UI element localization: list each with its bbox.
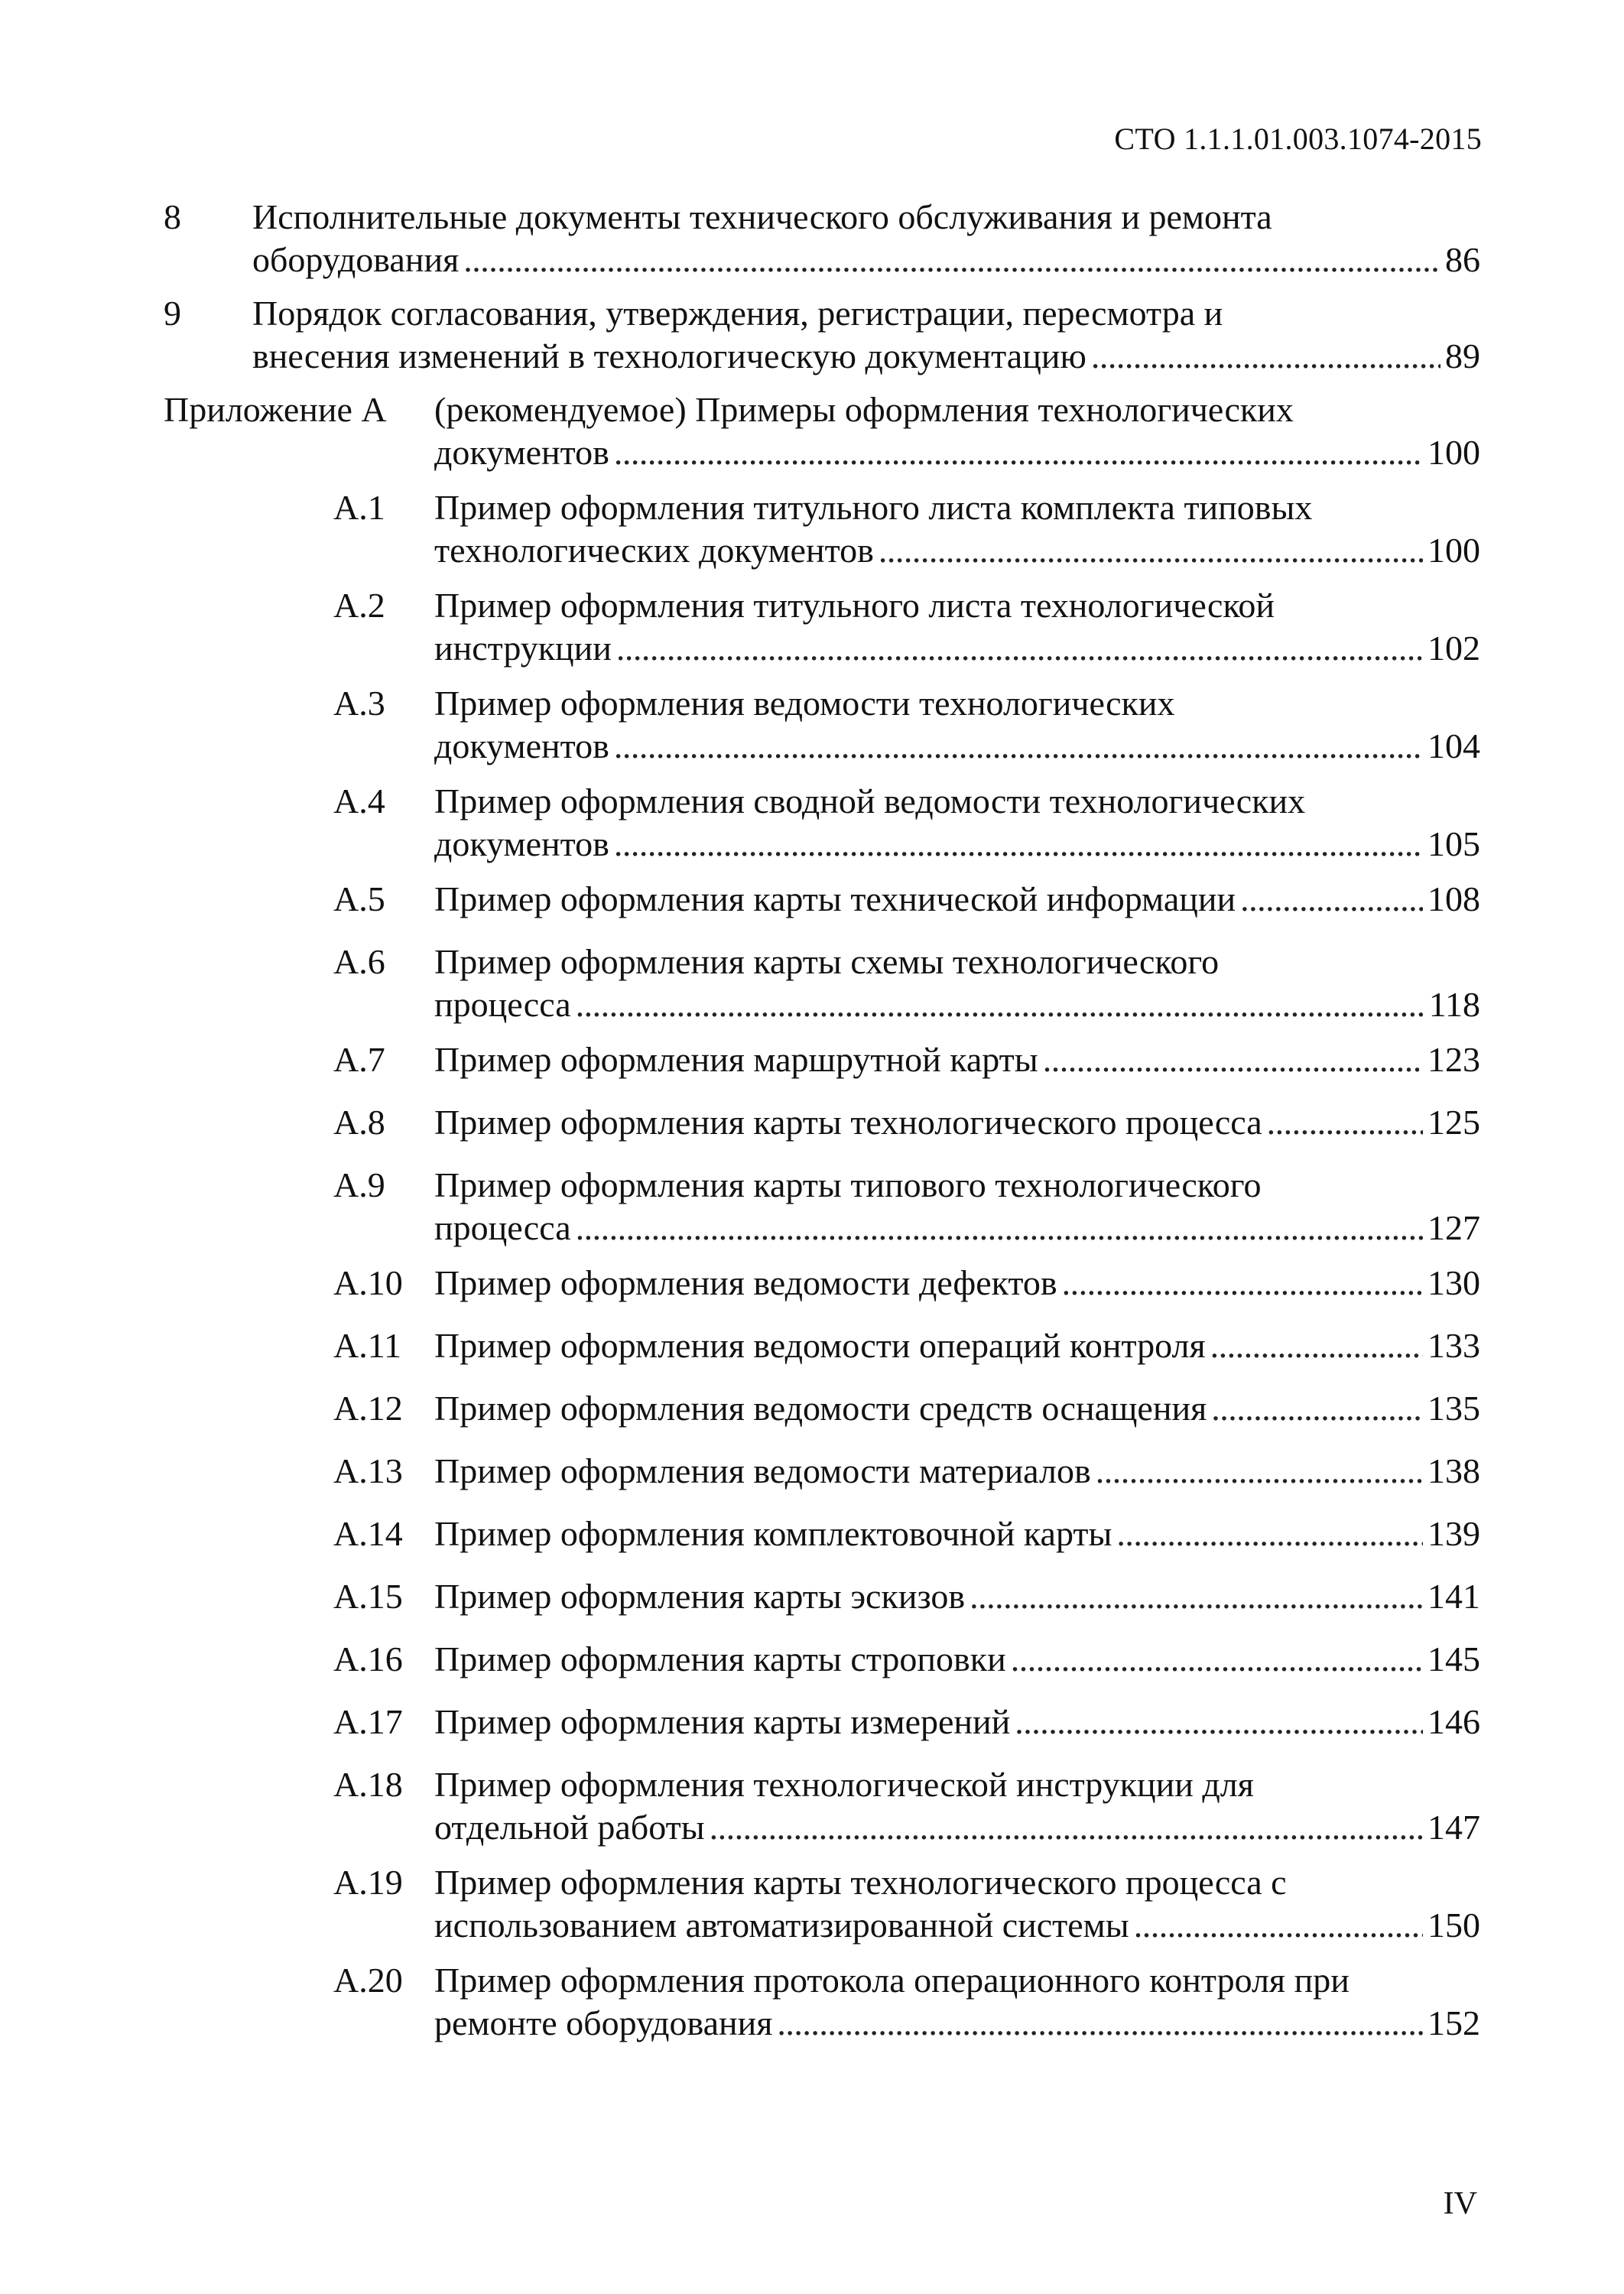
- toc-entry-number: А.11: [333, 1326, 402, 1365]
- dot-leader: [614, 431, 1423, 474]
- toc-entry-page: 89: [1445, 336, 1480, 375]
- dot-leader: [1116, 1513, 1423, 1555]
- toc-entry-title-line2: внесения изменений в технологическую документацию: [252, 336, 1086, 375]
- toc-entry-title-line1: Порядок согласования, утверждения, регистрации, пересмотра и: [252, 294, 1223, 333]
- toc-entry-number: А.18: [333, 1765, 403, 1804]
- toc-entry-title-line2: процесса: [434, 1208, 571, 1247]
- dot-leader: [1134, 1904, 1423, 1947]
- dot-leader: [1267, 1101, 1423, 1144]
- toc-entry-page: 100: [1427, 433, 1480, 472]
- toc-entry-a18[interactable]: [164, 1763, 1480, 1849]
- dot-leader: [1096, 1450, 1423, 1493]
- toc-entry-title: Пример оформления карты измерений: [434, 1702, 1011, 1741]
- dot-leader: [879, 529, 1423, 572]
- dot-leader: [777, 2002, 1423, 2045]
- toc-entry-page: 108: [1427, 879, 1480, 918]
- toc-entry-a6[interactable]: [164, 941, 1480, 1026]
- toc-entry-page: 86: [1445, 240, 1480, 279]
- dot-leader: [614, 823, 1423, 866]
- dot-leader: [576, 1207, 1423, 1249]
- toc-entry-page: 105: [1427, 824, 1480, 863]
- toc-entry-a15[interactable]: [164, 1575, 1480, 1618]
- toc-entry-title: Пример оформления маршрутной карты: [434, 1040, 1038, 1079]
- toc-entry-number: 8: [164, 197, 181, 236]
- toc-entry-number: 9: [164, 294, 181, 333]
- toc-entry-title: Пример оформления карты эскизов: [434, 1577, 966, 1616]
- toc-entry-a9[interactable]: [164, 1164, 1480, 1249]
- toc-entry-page: 100: [1427, 531, 1480, 570]
- toc-entry-number: А.17: [333, 1702, 403, 1741]
- toc-entry-page: 150: [1427, 1906, 1480, 1945]
- toc-entry-title-line2: процесса: [434, 985, 571, 1024]
- dot-leader: [576, 983, 1424, 1026]
- dot-leader: [1015, 1701, 1423, 1743]
- toc-entry-a12[interactable]: [164, 1387, 1480, 1430]
- toc-entry-page: 133: [1427, 1326, 1480, 1365]
- dot-leader: [710, 1806, 1423, 1849]
- toc-entry-title-line1: Пример оформления титульного листа комплекта типовых: [434, 488, 1313, 527]
- toc-entry-page: 141: [1427, 1577, 1480, 1616]
- toc-entry-number: А.7: [333, 1040, 385, 1079]
- toc-entry-title: Пример оформления ведомости дефектов: [434, 1263, 1057, 1302]
- dot-leader: [1011, 1638, 1423, 1681]
- dot-leader: [463, 239, 1440, 281]
- toc-entry-page: 135: [1427, 1389, 1480, 1428]
- toc-entry-page: 102: [1427, 629, 1480, 668]
- toc-entry-title-line2: отдельной работы: [434, 1808, 705, 1847]
- toc-entry-title: Пример оформления ведомости средств оснащения: [434, 1389, 1207, 1428]
- toc-entry-page: 152: [1427, 2003, 1480, 2042]
- toc-entry-number: А.8: [333, 1103, 385, 1142]
- toc-entry-title-line1: Пример оформления карты типового технологического: [434, 1165, 1262, 1204]
- toc-entry-title-line1: Пример оформления карты технологического процесса с: [434, 1863, 1287, 1902]
- toc-entry-appendix-a[interactable]: [164, 388, 1480, 474]
- dot-leader: [1091, 335, 1440, 378]
- toc-entry-a10[interactable]: [164, 1262, 1480, 1305]
- toc-entry-page: 123: [1427, 1040, 1480, 1079]
- toc-entry-number: А.20: [333, 1961, 403, 2000]
- toc-entry-number: А.4: [333, 781, 385, 820]
- toc-entry-a16[interactable]: [164, 1638, 1480, 1681]
- toc-entry-title-line2: документов: [434, 726, 609, 765]
- toc-entry-chapter-9[interactable]: [164, 292, 1480, 378]
- document-header-id: СТО 1.1.1.01.003.1074-2015: [1114, 122, 1482, 156]
- toc-entry-title-line1: Пример оформления титульного листа технологической: [434, 586, 1275, 625]
- toc-entry-number: А.19: [333, 1863, 403, 1902]
- toc-entry-title-line2: использованием автоматизированной системы: [434, 1906, 1129, 1945]
- toc-entry-a1[interactable]: [164, 486, 1480, 572]
- toc-entry-title-line1: Пример оформления сводной ведомости технологических: [434, 781, 1306, 820]
- toc-entry-a3[interactable]: [164, 682, 1480, 768]
- toc-entry-title: Пример оформления карты технической информации: [434, 879, 1236, 918]
- toc-entry-page: 104: [1427, 726, 1480, 765]
- toc-entry-number: А.5: [333, 879, 385, 918]
- toc-entry-page: 127: [1427, 1208, 1480, 1247]
- toc-entry-title-line1: Пример оформления протокола операционного контроля при: [434, 1961, 1350, 2000]
- toc-entry-title-line2: инструкции: [434, 629, 612, 668]
- dot-leader: [1211, 1387, 1423, 1430]
- toc-entry-number: А.12: [333, 1389, 403, 1428]
- toc-entry-title-line2: ремонте оборудования: [434, 2003, 773, 2042]
- toc-entry-a19[interactable]: [164, 1861, 1480, 1947]
- toc-entry-page: 146: [1427, 1702, 1480, 1741]
- toc-entry-number: А.1: [333, 488, 385, 527]
- toc-entry-number: А.14: [333, 1514, 403, 1553]
- toc-entry-title: Пример оформления карты технологического процесса: [434, 1103, 1262, 1142]
- dot-leader: [970, 1575, 1423, 1618]
- toc-entry-a4[interactable]: [164, 780, 1480, 866]
- toc-entry-a20[interactable]: [164, 1959, 1480, 2045]
- toc-entry-title-line1: Исполнительные документы технического обслуживания и ремонта: [252, 197, 1272, 236]
- toc-entry-a7[interactable]: [164, 1038, 1480, 1081]
- toc-entry-title-line1: Пример оформления ведомости технологических: [434, 684, 1175, 723]
- table-of-contents: [164, 196, 1480, 2045]
- dot-leader: [616, 627, 1423, 670]
- toc-entry-number: А.9: [333, 1165, 385, 1204]
- dot-leader: [1043, 1038, 1423, 1081]
- toc-entry-number: А.13: [333, 1451, 403, 1490]
- toc-entry-title-line2: документов: [434, 433, 609, 472]
- dot-leader: [1062, 1262, 1423, 1305]
- toc-entry-a17[interactable]: [164, 1701, 1480, 1743]
- toc-entry-title-line2: технологических документов: [434, 531, 874, 570]
- toc-entry-a13[interactable]: [164, 1450, 1480, 1493]
- toc-entry-number: А.3: [333, 684, 385, 723]
- toc-entry-title-line2: документов: [434, 824, 609, 863]
- toc-entry-number: А.6: [333, 942, 385, 981]
- dot-leader: [1210, 1324, 1423, 1367]
- toc-entry-title: Пример оформления комплектовочной карты: [434, 1514, 1112, 1553]
- toc-entry-page: 145: [1427, 1639, 1480, 1678]
- toc-entry-a11[interactable]: [164, 1324, 1480, 1367]
- toc-entry-number: А.15: [333, 1577, 403, 1616]
- toc-entry-title-line1: (рекомендуемое) Примеры оформления технологических: [434, 390, 1294, 429]
- toc-entry-title: Пример оформления ведомости материалов: [434, 1451, 1091, 1490]
- toc-entry-page: 118: [1428, 985, 1480, 1024]
- toc-entry-page: 138: [1427, 1451, 1480, 1490]
- toc-entry-number: А.16: [333, 1639, 403, 1678]
- toc-entry-title-line1: Пример оформления карты схемы технологического: [434, 942, 1220, 981]
- toc-entry-page: 130: [1427, 1263, 1480, 1302]
- toc-entry-chapter-8[interactable]: [164, 196, 1480, 281]
- toc-entry-a2[interactable]: [164, 584, 1480, 670]
- toc-entry-title-line2: оборудования: [252, 240, 460, 279]
- toc-entry-page: 125: [1427, 1103, 1480, 1142]
- toc-entry-a14[interactable]: [164, 1513, 1480, 1555]
- toc-entry-title: Пример оформления ведомости операций контроля: [434, 1326, 1206, 1365]
- toc-entry-number: А.2: [333, 586, 385, 625]
- toc-entry-a5[interactable]: [164, 878, 1480, 921]
- dot-leader: [614, 725, 1423, 768]
- toc-entry-number: Приложение А: [164, 390, 387, 429]
- page-number: IV: [1443, 2186, 1477, 2221]
- toc-entry-title-line1: Пример оформления технологической инструкции для: [434, 1765, 1254, 1804]
- toc-entry-page: 147: [1427, 1808, 1480, 1847]
- toc-entry-a8[interactable]: [164, 1101, 1480, 1144]
- toc-entry-page: 139: [1427, 1514, 1480, 1553]
- toc-entry-number: А.10: [333, 1263, 403, 1302]
- dot-leader: [1240, 878, 1423, 921]
- toc-entry-title: Пример оформления карты строповки: [434, 1639, 1006, 1678]
